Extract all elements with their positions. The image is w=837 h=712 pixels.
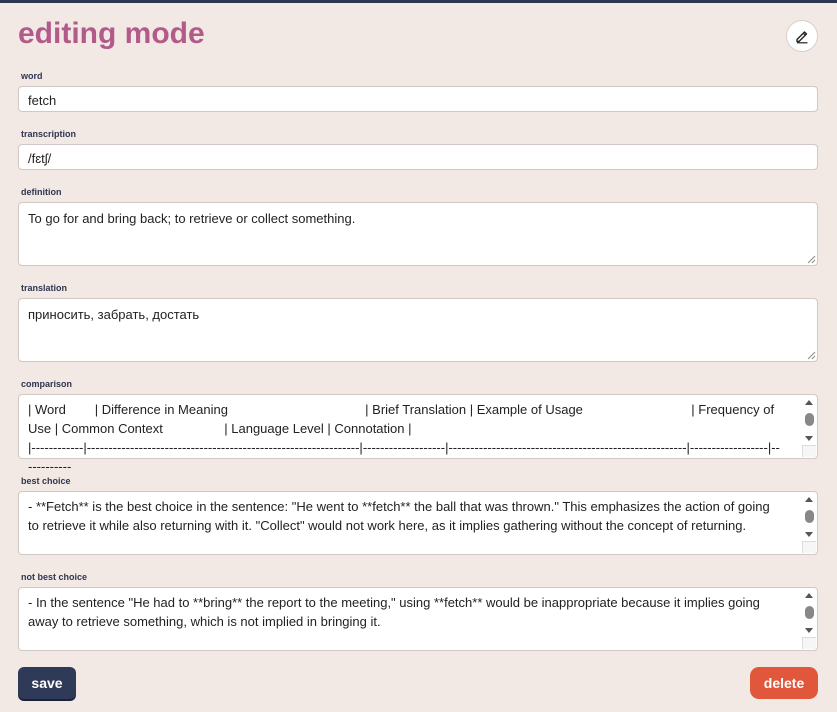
word-value: fetch <box>28 93 57 108</box>
scroll-up-arrow-icon[interactable] <box>805 593 813 598</box>
definition-textarea[interactable] <box>18 202 818 266</box>
definition-value: To go for and bring back; to retrieve or collect something. <box>28 211 356 226</box>
comparison-value: | Word | Difference in Meaning | Brief Translation | Example of Usage | Frequency of Use | Common Context | Language Level | Connotation | |------------|---------------------------------------------------------------|-------------------|-------------------------------------------------------|------------------|------------ <box>28 402 780 474</box>
comparison-textarea[interactable] <box>18 394 818 474</box>
page-title: editing mode <box>18 17 205 50</box>
resize-handle-icon[interactable] <box>802 541 816 553</box>
transcription-label: transcription <box>21 129 77 139</box>
resize-handle-icon[interactable] <box>802 445 816 457</box>
not-best-choice-textarea[interactable] <box>18 587 818 651</box>
translation-value: приносить, забрать, достать <box>28 307 200 322</box>
pencil-icon <box>794 28 810 44</box>
resize-handle-icon[interactable] <box>806 254 816 264</box>
best-choice-textarea[interactable] <box>18 491 818 555</box>
scroll-up-arrow-icon[interactable] <box>805 400 813 405</box>
scroll-thumb[interactable] <box>805 510 814 523</box>
scroll-down-arrow-icon[interactable] <box>805 436 813 441</box>
delete-button[interactable]: delete <box>750 667 818 699</box>
translation-label: translation <box>21 283 68 293</box>
scroll-down-arrow-icon[interactable] <box>805 628 813 633</box>
word-input[interactable] <box>18 86 818 112</box>
scroll-up-arrow-icon[interactable] <box>805 497 813 502</box>
best-choice-label: best choice <box>21 476 71 486</box>
translation-textarea[interactable] <box>18 298 818 362</box>
not-best-choice-label: not best choice <box>21 572 88 582</box>
comparison-scrollbar[interactable] <box>802 396 816 457</box>
word-label: word <box>21 71 43 81</box>
not-best-choice-value: - In the sentence "He had to **bring** the report to the meeting," using **fetch** would be inappropriate because it implies going away to retrieve something, which is not implied in bringing it. <box>28 595 760 629</box>
resize-handle-icon[interactable] <box>802 637 816 649</box>
edit-mode-button[interactable] <box>786 20 818 52</box>
scroll-down-arrow-icon[interactable] <box>805 532 813 537</box>
not-best-choice-scrollbar[interactable] <box>802 589 816 649</box>
resize-handle-icon[interactable] <box>806 350 816 360</box>
best-choice-scrollbar[interactable] <box>802 493 816 553</box>
definition-label: definition <box>21 187 62 197</box>
best-choice-value: - **Fetch** is the best choice in the sentence: "He went to **fetch** the ball that was thrown." This emphasizes the action of going to retrieve it while also returning with it. "Collect" would not work here, as it implies gathering without the concept of returning. <box>28 499 770 533</box>
transcription-input[interactable] <box>18 144 818 170</box>
save-button[interactable]: save <box>18 667 76 699</box>
comparison-label: comparison <box>21 379 73 389</box>
scroll-thumb[interactable] <box>805 606 814 619</box>
scroll-thumb[interactable] <box>805 413 814 426</box>
transcription-value: /fɛtʃ/ <box>28 151 52 166</box>
